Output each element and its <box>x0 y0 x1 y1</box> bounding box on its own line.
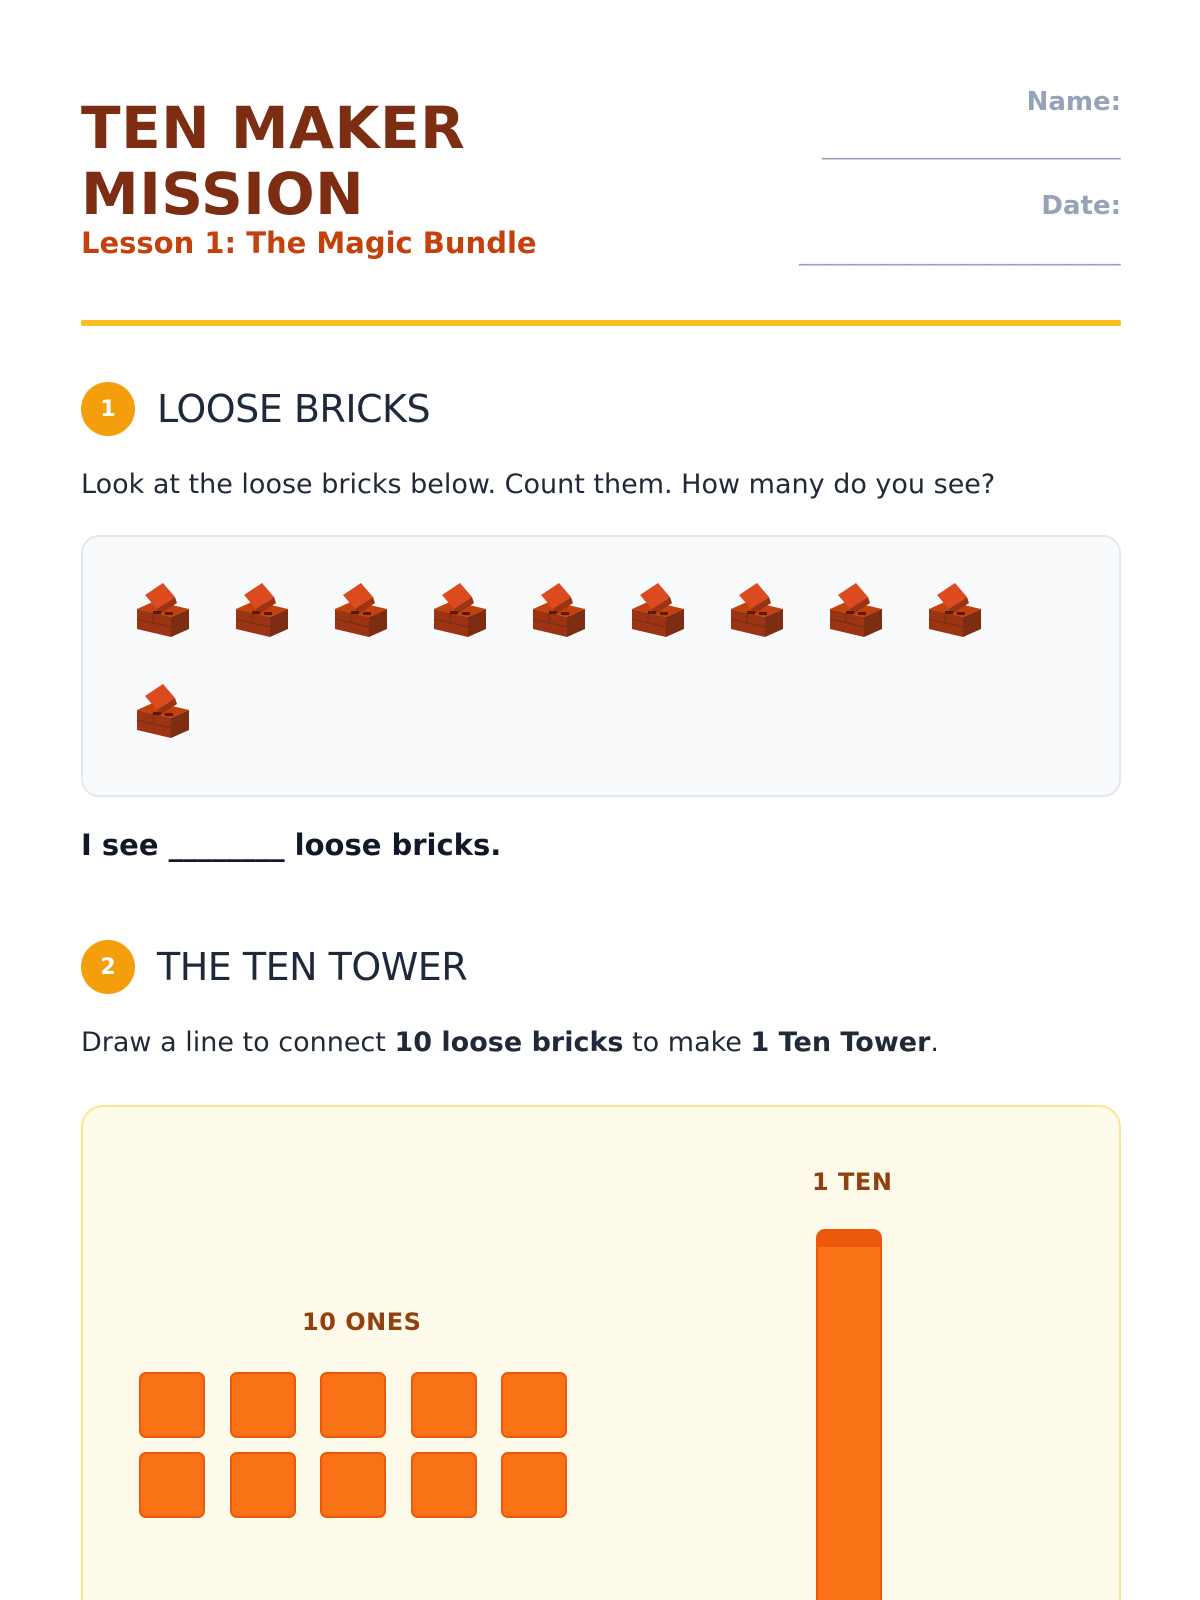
ten-rod-label: 1 TEN <box>812 1168 893 1196</box>
ones-cube[interactable] <box>230 1372 296 1438</box>
brick-icon <box>915 571 987 643</box>
ten-tower-panel <box>81 1105 1121 1600</box>
ones-cube[interactable] <box>320 1452 386 1518</box>
date-label: Date: <box>1041 191 1121 221</box>
brick-icon <box>321 571 393 643</box>
count-answer-sentence[interactable]: I see ________ loose bricks. <box>81 828 502 862</box>
ten-rod[interactable] <box>816 1229 882 1600</box>
brick-icon <box>519 571 591 643</box>
brick-icon <box>618 571 690 643</box>
instruction-text: Draw a line to connect <box>81 1027 395 1058</box>
section-2-instruction <box>81 1027 939 1058</box>
section-1-instruction: Look at the loose bricks below. Count them. How many do you see? <box>81 469 996 500</box>
ones-group-label: 10 ONES <box>302 1308 422 1336</box>
section-2-heading <box>81 939 467 995</box>
section-number-badge: 1 <box>81 382 135 436</box>
title-line-1: TEN MAKER <box>81 94 466 162</box>
name-label: Name: <box>1026 87 1121 117</box>
ten-rod-cap <box>818 1231 880 1247</box>
instruction-emphasis: 10 loose bricks <box>394 1027 624 1058</box>
worksheet-header <box>81 87 1121 325</box>
section-1-heading <box>81 381 430 437</box>
brick-icon <box>420 571 492 643</box>
section-title: LOOSE BRICKS <box>157 387 431 431</box>
brick-icon <box>123 571 195 643</box>
ones-cube[interactable] <box>320 1372 386 1438</box>
ones-cube[interactable] <box>139 1452 205 1518</box>
ones-cube[interactable] <box>139 1372 205 1438</box>
brick-icon <box>816 571 888 643</box>
instruction-emphasis: 1 Ten Tower <box>750 1027 931 1058</box>
ones-cube[interactable] <box>230 1452 296 1518</box>
ones-cube[interactable] <box>501 1452 567 1518</box>
header-divider <box>81 320 1121 326</box>
date-field[interactable]: ____________________________ <box>799 241 1121 266</box>
brick-icon <box>717 571 789 643</box>
ones-cube[interactable] <box>411 1372 477 1438</box>
ones-cube[interactable] <box>411 1452 477 1518</box>
ones-cube[interactable] <box>501 1372 567 1438</box>
title-line-2: MISSION <box>81 160 365 228</box>
lesson-subtitle: Lesson 1: The Magic Bundle <box>81 226 537 260</box>
brick-icon <box>222 571 294 643</box>
brick-icon <box>123 672 195 744</box>
name-field[interactable]: __________________________ <box>822 135 1121 160</box>
page-title <box>81 95 465 227</box>
section-number-badge: 2 <box>81 940 135 994</box>
instruction-text: to make <box>623 1027 751 1058</box>
section-title: THE TEN TOWER <box>157 945 468 989</box>
loose-bricks-panel <box>81 535 1121 797</box>
instruction-text: . <box>930 1027 939 1058</box>
